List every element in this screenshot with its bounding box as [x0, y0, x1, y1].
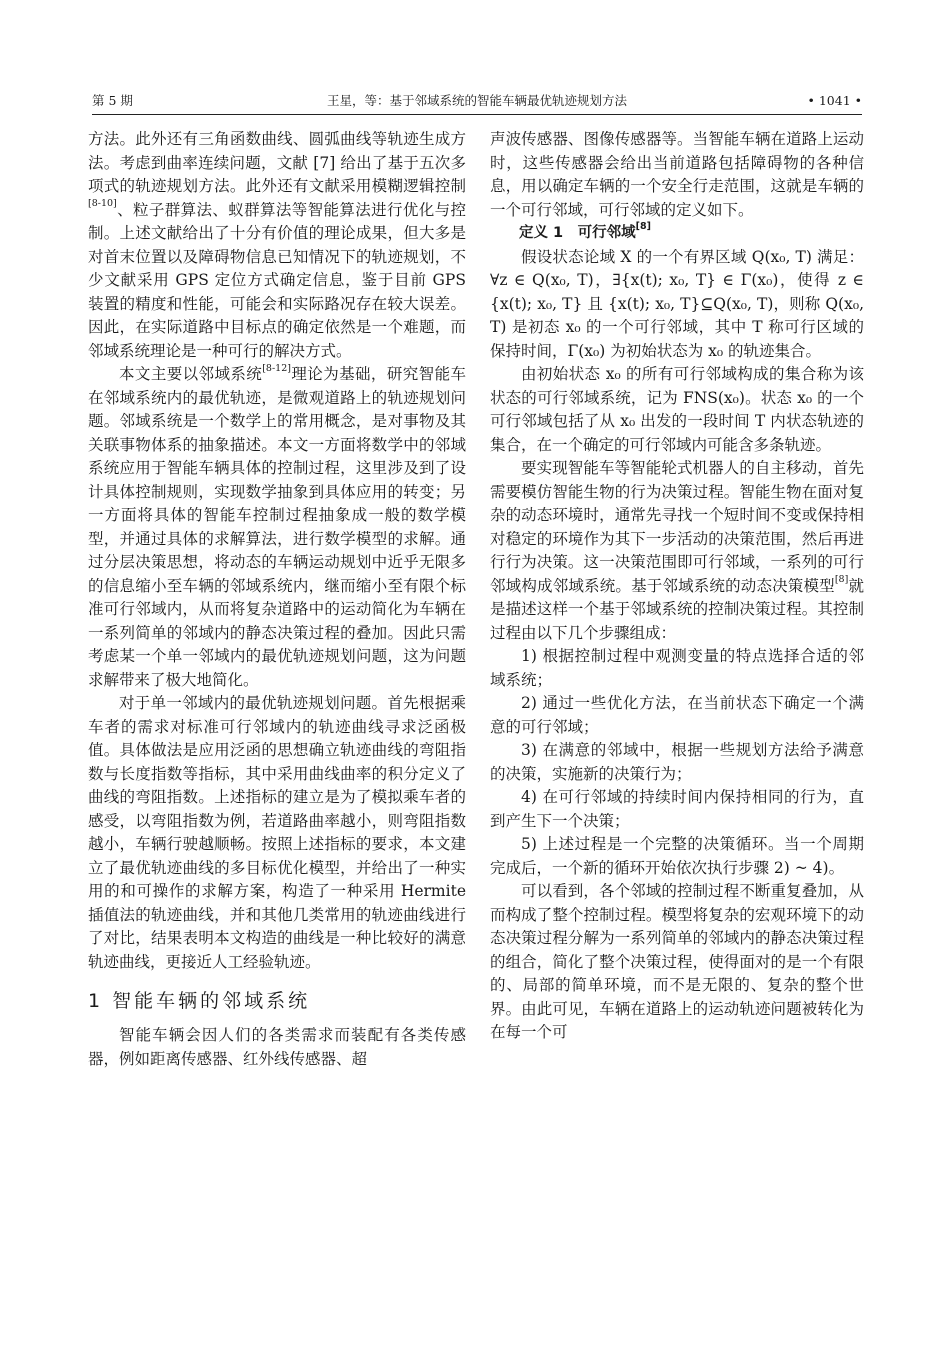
citation: [8]: [834, 574, 849, 586]
citation: [8-10]: [88, 198, 117, 210]
citation: [8]: [635, 221, 651, 233]
paragraph: [88, 128, 466, 363]
list-item: 4) 在可行邻域的持续时间内保持相同的行为，直到产生下一个决策；: [490, 788, 864, 830]
text-run: 要实现智能车等智能轮式机器人的自主移动，首先需要模仿智能生物的行为决策过程。智能生物在面对复杂的动态环境时，通常先寻找一个短时间不变或保持相对稳定的环境作为其下一步活动的决策范围，然后再进行行为决策。这一决策范围即可行邻域，一系列的可行邻域构成邻域系统。基于邻域系统的动态决策模型: [490, 459, 864, 595]
section-heading: 1 智能车辆的邻域系统: [88, 990, 311, 1012]
paragraph: [88, 363, 466, 692]
text-run: 、粒子群算法、蚁群算法等智能算法进行优化与控制。上述文献给出了十分有价值的理论成果，但大多是对首末位置以及障碍物信息已知情况下的轨迹规划，不少文献采用 GPS 定位方式确定信息，鉴于目前 GPS 装置的精度和性能，可能会和实际路况存在较大误差。因此，在实际道路中目标点的确定依然是一个难题，而邻域系统理论是一种可行的解决方式。: [88, 200, 466, 360]
left-column: [88, 128, 466, 1071]
list-item: 3) 在满意的邻域中，根据一些规划方法给予满意的决策，实施新的决策行为；: [490, 741, 864, 783]
running-title: 王星，等：基于邻域系统的智能车辆最优轨迹规划方法: [326, 93, 627, 108]
paragraph: [490, 457, 864, 645]
page-header: [92, 90, 862, 112]
paragraph: 可以看到，各个邻域的控制过程不断重复叠加，从而构成了整个控制过程。模型将复杂的宏观环境下的动态决策过程分解为一系列简单的邻域内的静态决策过程的组合，简化了整个决策过程，使得面对的是一个有限的、局部的简单环境，而不是无限的、复杂的整个世界。由此可见，车辆在道路上的运动轨迹问题被转化为在每一个可: [490, 882, 864, 1041]
right-column: [490, 128, 864, 1045]
paragraph: 由初始状态 x₀ 的所有可行邻域构成的集合称为该状态的可行邻域系统，记为 FNS(x₀)。状态 x₀ 的一个可行邻域包括了从 x₀ 出发的一段时间 T 内状态轨迹的集合，在一个确定的可行邻域内可能含多条轨迹。: [490, 365, 864, 454]
list-item: 5) 上述过程是一个完整的决策循环。当一个周期完成后，一个新的循环开始依次执行步骤 2) ~ 4)。: [490, 835, 864, 877]
paragraph: 对于单一邻域内的最优轨迹规划问题。首先根据乘车者的需求对标准可行邻域内的轨迹曲线寻求泛函极值。具体做法是应用泛函的思想确立轨迹曲线的弯阻指数与长度指数等指标，其中采用曲线曲率的积分定义了曲线的弯阻指数。上述指标的建立是为了模拟乘车者的感受，以弯阻指数为例，若道路曲率越小，则弯阻指数越小，车辆行驶越顺畅。按照上述指标的要求，本文建立了最优轨迹曲线的多目标优化模型，并给出了一种实用的和可操作的求解方案，构造了一种采用 Hermite 插值法的轨迹曲线，并和其他几类常用的轨迹曲线进行了对比，结果表明本文构造的曲线是一种比较好的满意轨迹曲线，更接近人工经验轨迹。: [88, 694, 466, 971]
paragraph: 智能车辆会因人们的各类需求而装配有各类传感器，例如距离传感器、红外线传感器、超: [88, 1026, 466, 1068]
paragraph: 声波传感器、图像传感器等。当智能车辆在道路上运动时，这些传感器会给出当前道路包括障碍物的各种信息，用以确定车辆的一个安全行走范围，这就是车辆的一个可行邻域，可行邻域的定义如下。: [490, 130, 864, 219]
text-run: 就是描述这样一个基于邻域系统的控制决策过程。其控制过程由以下几个步骤组成：: [490, 576, 864, 642]
text-run: 本文主要以邻域系统: [119, 365, 263, 383]
header-rule: [92, 114, 862, 115]
list-item: 1) 根据控制过程中观测变量的特点选择合适的邻域系统；: [490, 647, 864, 689]
page-number: • 1041 •: [807, 93, 862, 108]
definition-body: 假设状态论域 X 的一个有界区域 Q(x₀, T) 满足：∀z ∈ Q(x₀, T)，∃{x(t); x₀, T} ∈ Γ(x₀)，使得 z ∈ {x(t); x₀, T} 且 {x(t); x₀, T}⊆Q(x₀, T)，则称 Q(x₀, T) 是初态 x₀ 的一个可行邻域，其中 T 称可行区域的保持时间，Γ(x₀) 为初始状态为 x₀ 的轨迹集合。: [490, 247, 864, 360]
text-run: 方法。此外还有三角函数曲线、圆弧曲线等轨迹生成方法。考虑到曲率连续问题，文献 [7] 给出了基于五次多项式的轨迹规划方法。此外还有文献采用模糊逻辑控制: [88, 130, 466, 195]
citation: [8-12]: [262, 362, 291, 374]
text-run: 定义 1 可行邻域: [519, 225, 636, 241]
definition-title: [490, 222, 864, 246]
text-run: 理论为基础，研究智能车在邻域系统内的最优轨迹，是微观道路上的轨迹规划问题。邻域系统是一个数学上的常用概念，是对事物及其关联事物体系的抽象描述。本文一方面将数学中的邻域系统应用于智能车辆具体的控制过程，这里涉及到了设计具体控制规则，实现数学抽象到具体应用的转变；另一方面将具体的智能车控制过程抽象成一般的数学模型，并通过具体的求解算法，进行数学模型的求解。通过分层决策思想，将动态的车辆运动规划中近乎无限多的信息缩小至车辆的邻域系统内，继而缩小至有限个标准可行邻域内，从而将复杂道路中的运动简化为车辆在一系列简单的邻域内的静态决策过程的叠加。因此只需考虑某一个单一邻域内的最优轨迹规划问题，这为问题求解带来了极大地简化。: [88, 365, 466, 689]
list-item: 2) 通过一些优化方法，在当前状态下确定一个满意的可行邻域；: [490, 694, 864, 736]
issue-number: 第 5 期: [92, 93, 133, 108]
